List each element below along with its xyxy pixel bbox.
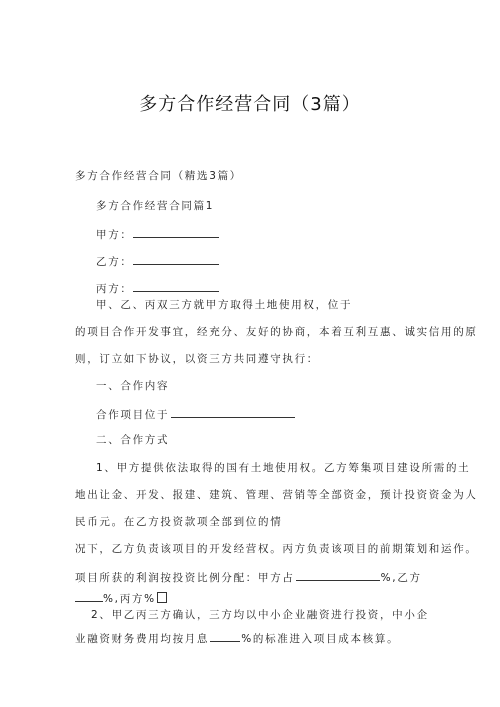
project-location-line [96, 406, 295, 422]
party-c-blank [133, 280, 219, 292]
intro-line-1: 甲、乙、丙双三方就甲方取得土地使用权，位于 [96, 299, 353, 311]
checkbox-square-icon [157, 592, 167, 603]
heading-cooperation-method: 二、合作方式 [96, 434, 170, 446]
party-c-line [96, 280, 219, 296]
party-b-blank [133, 253, 219, 265]
party-b-share-blank [75, 590, 103, 602]
heading-cooperation-content: 一、合作内容 [96, 380, 170, 392]
interest-rate-suffix: %的标准进入项目成本核算。 [241, 633, 400, 645]
document-subtitle: 多方合作经营合同（精选3篇） [75, 170, 242, 182]
clause2-line-2 [75, 630, 399, 646]
interest-rate-blank [210, 630, 240, 642]
interest-rate-label: 业融资财务费用均按月息 [75, 633, 210, 645]
party-a-label: 甲方： [96, 229, 133, 241]
party-a-share-blank [296, 569, 380, 581]
party-b-line [96, 253, 219, 269]
party-c-label: 丙方： [96, 283, 133, 295]
clause1-line-3: 民币元。在乙方投资款项全部到位的情 [75, 516, 283, 528]
clause1-line-2: 地出让金、开发、报建、建筑、管理、营销等全部资金，预计投资资金为人 [75, 489, 478, 501]
document-title: 多方合作经营合同（3篇） [139, 94, 361, 115]
party-b-label: 乙方： [96, 256, 133, 268]
intro-line-3: 则，订立如下协议，以资三方共同遵守执行： [75, 353, 319, 365]
party-a-line [96, 226, 219, 242]
section-heading: 多方合作经营合同篇1 [96, 200, 215, 212]
party-c-share-label: %,丙方% [103, 593, 156, 605]
clause1-line-1: 1、甲方提供依法取得的国有土地使用权。乙方筹集项目建设所需的土 [96, 462, 471, 474]
clause1-line-5 [75, 569, 422, 585]
clause2-line-1: 2、甲乙丙三方确认，三方均以中小企业融资进行投资，中小企 [91, 609, 429, 621]
profit-share-label: 项目所获的利润按投资比例分配：甲方占 [75, 572, 295, 584]
clause1-line-6 [75, 590, 167, 606]
project-location-blank [171, 406, 295, 418]
intro-line-2: 的项目合作开发事宜，经充分、友好的协商，本着互利互惠、诚实信用的原 [75, 326, 478, 338]
party-b-share-label: %,乙方 [380, 572, 422, 584]
clause1-line-4: 况下，乙方负责该项目的开发经营权。丙方负责该项目的前期策划和运作。 [75, 543, 478, 555]
party-a-blank [133, 226, 219, 238]
project-location-label: 合作项目位于 [96, 409, 170, 421]
